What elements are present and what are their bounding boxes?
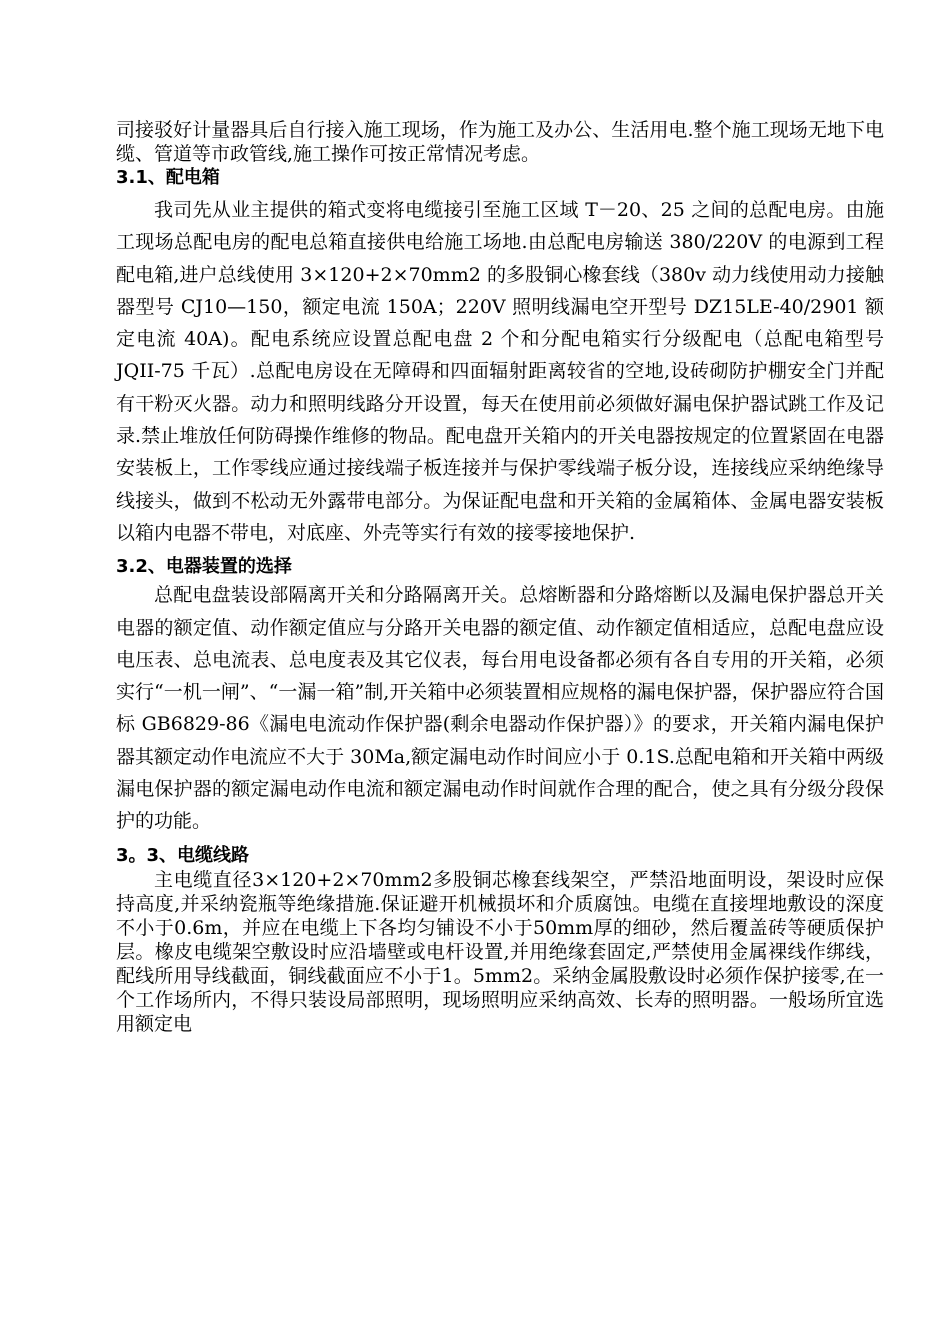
section-body-3-1: 我司先从业主提供的箱式变将电缆接引至施工区域 T－20、25 之间的总配电房。由施工现场总配电房的配电总箱直接供电给施工场地.由总配电房输送 380/220V 的电源到工程配电箱,进户总线使用 3×120+2×70mm2 的多股铜心橡套线（380v 动力线使用动力接触器型号 CJ10—150，额定电流 150A；220V 照明线漏电空开型号 DZ15LE-40/2901 额定电流 40A)。配电系统应设置总配电盘 2 个和分配电箱实行分级配电（总配电箱型号 JQII-75 千瓦）.总配电房设在无障碍和四面辐射距离较省的空地,设砖砌防护棚安全门并配有干粉灭火器。动力和照明线路分开设置，每天在使用前必须做好漏电保护器试跳工作及记录.禁止堆放任何防碍操作维修的物品。配电盘开关箱内的开关电器按规定的位置紧固在电器安装板上，工作零线应通过接线端子板连接并与保护零线端子板分设，连接线应采纳绝缘导线接头，做到不松动无外露带电部分。为保证配电盘和开关箱的金属箱体、金属电器安装板以箱内电器不带电，对底座、外壳等实行有效的接零接地保护. — [116, 199, 884, 544]
section-heading-3-2: 3.2、电器装置的选择 — [116, 556, 292, 578]
intro-paragraph: 司接驳好计量器具后自行接入施工现场，作为施工及办公、生活用电.整个施工现场无地下电缆、管道等市政管线,施工操作可按正常情况考虑。 — [116, 119, 884, 165]
section-body-3-3: 主电缆直径3×120+2×70mm2多股铜芯橡套线架空，严禁沿地面明设，架设时应保持高度,并采纳瓷瓶等绝缘措施.保证避开机械损坏和介质腐蚀。电缆在直接埋地敷设的深度不小于0.6m，并应在电缆上下各均匀铺设不小于50mm厚的细砂，然后覆盖砖等硬质保护层。橡皮电缆架空敷设时应沿墙壁或电杆设置,并用绝缘套固定,严禁使用金属裸线作绑线，配线所用导线截面，铜线截面应不小于1。5mm2。采纳金属股敷设时必须作保护接零,在一个工作场所内，不得只装设局部照明，现场照明应采纳高效、长寿的照明器。一般场所宜选用额定电 — [116, 868, 884, 1035]
section-heading-3-3: 3。3、电缆线路 — [116, 844, 250, 866]
section-body-3-2: 总配电盘装设部隔离开关和分路隔离开关。总熔断器和分路熔断以及漏电保护器总开关电器的额定值、动作额定值应与分路开关电器的额定值、动作额定值相适应，总配电盘应设电压表、总电流表、总电度表及其它仪表，每台用电设备都必须有各自专用的开关箱，必须实行“一机一闸”、“一漏一箱”制,开关箱中必须装置相应规格的漏电保护器，保护器应符合国标 GB6829-86《漏电电流动作保护器(剩余电器动作保护器）》的要求，开关箱内漏电保护器其额定动作电流应不大于 30Ma,额定漏电动作时间应小于 0.1S.总配电箱和开关箱中两级漏电保护器的额定漏电动作电流和额定漏电动作时间就作合理的配合，使之具有分级分段保护的功能。 — [116, 584, 884, 833]
section-heading-3-1: 3.1、配电箱 — [116, 167, 220, 188]
document-page — [116, 118, 884, 1036]
